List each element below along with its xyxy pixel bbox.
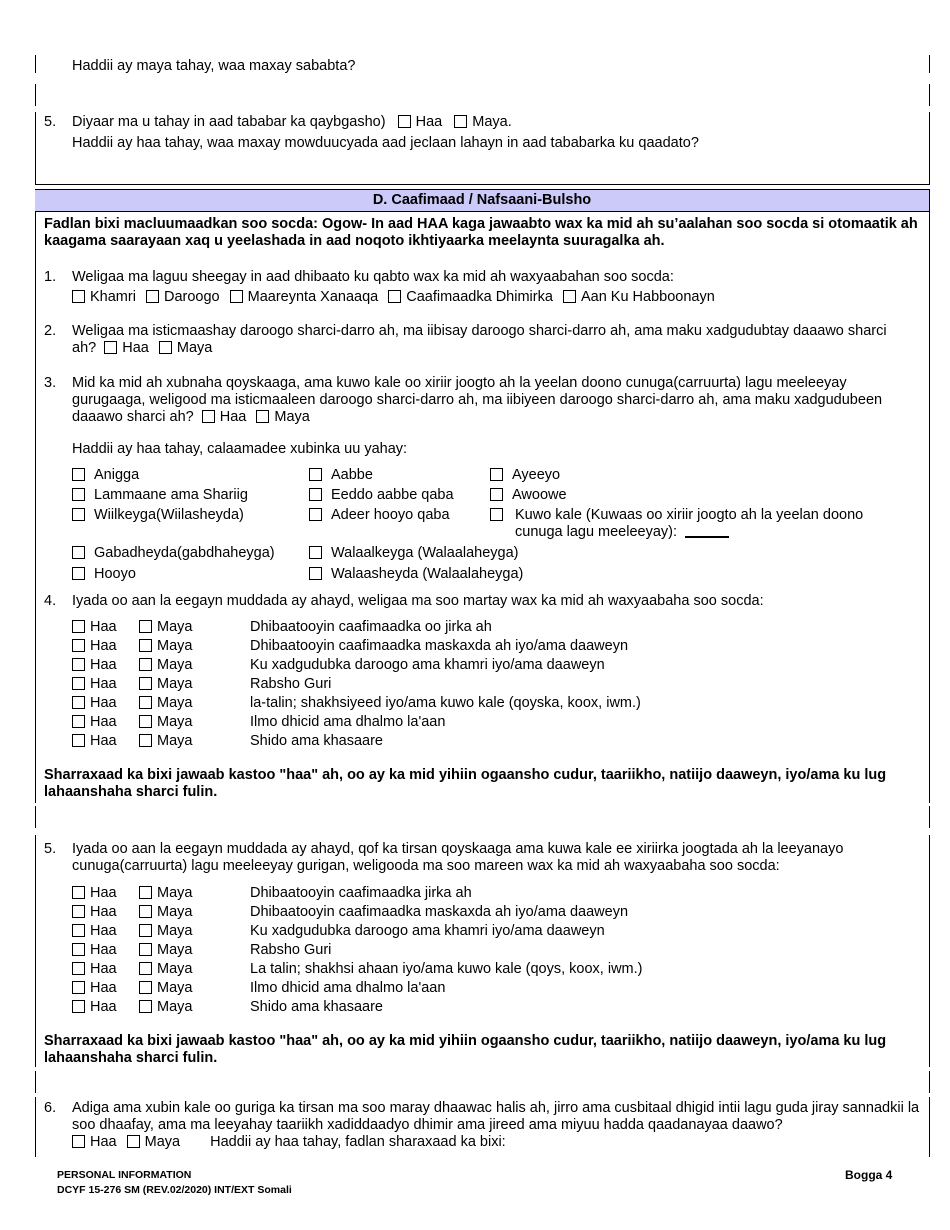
q6-answer-row (72, 1134, 506, 1153)
q4-item-label: Ku xadgudubka daroogo ama khamri iyo/ama daaweyn (250, 657, 605, 673)
maya-label: Maya (157, 999, 193, 1015)
question-number: 1. (44, 269, 57, 285)
q4-text: Iyada oo aan la eegayn muddada ay ahayd, weligaa ma soo martay wax ka mid ah waxyaabaha soo socda: (72, 593, 764, 609)
q2-text: Weligaa ma isticmaashay daroogo sharci-darro ah, ma iibisay daroogo sharci-darro ah, ama maku xadgudubtay daaawo sharci ah? (72, 323, 887, 356)
maya-label: Maya (157, 714, 193, 730)
maya-label: Maya (472, 114, 508, 130)
question-number: 6. (44, 1100, 57, 1116)
q4-row (72, 638, 628, 657)
q2-maya-checkbox[interactable] (159, 341, 172, 354)
q5-item-label: Ilmo dhicid ama dhalmo la'aan (250, 980, 446, 996)
q5-haa-checkbox[interactable] (72, 1000, 85, 1013)
q4-row (72, 733, 383, 752)
member-lammaane[interactable]: Lammaane ama Shariig (72, 487, 248, 503)
q5-row (72, 923, 605, 942)
maya-label: Maya (157, 904, 193, 920)
question-number: 5. (44, 114, 57, 130)
q4-haa-checkbox[interactable] (72, 658, 85, 671)
member-walaasheyda[interactable]: Walaasheyda (Walaalaheyga) (309, 566, 523, 582)
haa-label: Haa (90, 676, 117, 692)
member-adeer[interactable]: Adeer hooyo qaba (309, 507, 450, 523)
q5-text: Iyada oo aan la eegayn muddada ay ahayd, qof ka tirsan qoyskaaga ama kuwa kale ee xiriirka joogtada ah la leeyanayo cunuga(carruurta) lagu meeleeyay gurigan, weligooda ma soo mareen wax ka mid ah waxyaabaha soo socda: (72, 841, 844, 874)
maya-label: Maya (157, 657, 193, 673)
habboonayn-checkbox[interactable] (563, 290, 576, 303)
maya-label: Maya (157, 980, 193, 996)
maya-label: Maya (176, 340, 213, 356)
maya-label: Maya (157, 961, 193, 977)
q5-row (72, 999, 383, 1018)
q5-maya-checkbox[interactable] (139, 924, 152, 937)
q5-maya-checkbox[interactable] (139, 981, 152, 994)
member-gabadheyda[interactable]: Gabadheyda(gabdhaheyga) (72, 545, 275, 561)
question-number: 4. (44, 593, 57, 609)
haa-label: Haa (90, 638, 117, 654)
training-maya-checkbox[interactable] (454, 115, 467, 128)
haa-label: Haa (90, 714, 117, 730)
khamri-label: Khamri (90, 289, 136, 305)
q4-item-label: Shido ama khasaare (250, 733, 383, 749)
xanaaq-label: Maareynta Xanaaqa (247, 289, 379, 305)
q4-item-label: Ilmo dhicid ama dhalmo la'aan (250, 714, 446, 730)
daroogo-label: Daroogo (163, 289, 220, 305)
q5-haa-checkbox[interactable] (72, 943, 85, 956)
q5-haa-checkbox[interactable] (72, 905, 85, 918)
q5-haa-checkbox[interactable] (72, 962, 85, 975)
q5-item-label: La talin; shakhsi ahaan iyo/ama kuwo kale (qoys, koox, iwm.) (250, 961, 643, 977)
haa-label: Haa (90, 904, 117, 920)
q1-options (72, 289, 721, 308)
q4-row (72, 657, 605, 676)
q4-maya-checkbox[interactable] (139, 677, 152, 690)
member-walaalkeyga[interactable]: Walaalkeyga (Walaalaheyga) (309, 545, 519, 561)
habboonayn-label: Aan Ku Habboonayn (580, 289, 715, 305)
maya-label: Maya (144, 1134, 181, 1150)
q3-question (72, 375, 912, 426)
q4-haa-checkbox[interactable] (72, 620, 85, 633)
q4-haa-checkbox[interactable] (72, 639, 85, 652)
maya-label: Maya (157, 676, 193, 692)
q6-maya-checkbox[interactable] (127, 1135, 140, 1148)
member-eeddo[interactable]: Eeddo aabbe qaba (309, 487, 454, 503)
member-kuwo-kale-label: Kuwo kale (Kuwaas oo xiriir joogto ah la yeelan doono cunuga lagu meeleeyay): (515, 507, 864, 540)
q5-row (72, 980, 445, 999)
q3-maya-checkbox[interactable] (256, 410, 269, 423)
member-hooyo[interactable]: Hooyo (72, 566, 136, 582)
q6-haa-checkbox[interactable] (72, 1135, 85, 1148)
q4-row (72, 695, 641, 714)
training-followup: Haddii ay haa tahay, waa maxay mowduucyada aad jeclaan lahayn in aad tababarka ku qaadato? (72, 135, 699, 151)
haa-label: Haa (90, 885, 117, 901)
q4-explain: Sharraxaad ka bixi jawaab kastoo "haa" ah, oo ay ka mid yihiin ogaansho cudur, taariikho, natiijo daaweyn, iyo/ama ku lug lahaanshaha sharci fulin. (44, 767, 887, 800)
q2-question (72, 323, 912, 357)
member-kuwo-kale[interactable] (490, 507, 508, 523)
q4-haa-checkbox[interactable] (72, 696, 85, 709)
xanaaq-checkbox[interactable] (230, 290, 243, 303)
q5-haa-checkbox[interactable] (72, 886, 85, 899)
footer-title: PERSONAL INFORMATION (57, 1169, 192, 1181)
member-aabbe[interactable]: Aabbe (309, 467, 373, 483)
q2-haa-checkbox[interactable] (104, 341, 117, 354)
haa-label: Haa (90, 923, 117, 939)
haa-label: Haa (90, 695, 117, 711)
haa-label: Haa (90, 619, 117, 635)
khamri-checkbox[interactable] (72, 290, 85, 303)
q5-haa-checkbox[interactable] (72, 924, 85, 937)
member-wiilkeyga[interactable]: Wiilkeyga(Wiilasheyda) (72, 507, 244, 523)
q4-row (72, 676, 331, 695)
q5-explain: Sharraxaad ka bixi jawaab kastoo "haa" ah, oo ay ka mid yihiin ogaansho cudur, taariikho, natiijo daaweyn, iyo/ama ku lug lahaanshaha sharci fulin. (44, 1033, 887, 1066)
q4-haa-checkbox[interactable] (72, 734, 85, 747)
section-intro: Fadlan bixi macluumaadkan soo socda: Ogow- In aad HAA kaga jawaabto wax ka mid ah su’aalahan soo socda si otomaatik ah kaagama saarayaan xaq u yeelashada in aad noqoto ikhtiyaarka meelaynta suuragalka ah. (44, 216, 918, 249)
haa-label: Haa (122, 340, 149, 356)
haa-label: Haa (90, 980, 117, 996)
q5-haa-checkbox[interactable] (72, 981, 85, 994)
training-haa-checkbox[interactable] (398, 115, 411, 128)
q5-maya-checkbox[interactable] (139, 1000, 152, 1013)
q5-maya-checkbox[interactable] (139, 962, 152, 975)
maya-label: Maya (157, 942, 193, 958)
question-number: 2. (44, 323, 57, 339)
question-number: 3. (44, 375, 57, 391)
q6-followup: Haddii ay haa tahay, fadlan sharaxaad ka bixi: (210, 1134, 506, 1150)
q4-item-label: la-talin; shakhsiyeed iyo/ama kuwo kale (qoyska, koox, iwm.) (250, 695, 641, 711)
haa-label: Haa (219, 409, 247, 425)
q4-maya-checkbox[interactable] (139, 734, 152, 747)
kuwo-kale-input[interactable] (685, 536, 729, 538)
q5-row (72, 904, 628, 923)
haa-label: Haa (90, 999, 117, 1015)
q4-row (72, 619, 492, 638)
q5-item-label: Dhibaatooyin caafimaadka maskaxda ah iyo/ama daaweyn (250, 904, 629, 920)
maya-label: Maya (157, 885, 193, 901)
q4-row (72, 714, 445, 733)
haa-label: Haa (90, 961, 117, 977)
q5-item-label: Dhibaatooyin caafimaadka jirka ah (250, 885, 472, 901)
maya-label: Maya (274, 409, 310, 425)
q3-text: Mid ka mid ah xubnaha qoyskaaga, ama kuwo kale oo xiriir joogto ah la yeelan doono cunuga(carruurta) lagu meeleeyay gurugaaga, weligood ma isticmaaleen daroogo sharci-darro ah, ma iibiyeen daroogo sharci-darro ah, ama maku xadgudubeen daaawo sharci ah? (72, 375, 883, 425)
haa-label: Haa (90, 1134, 117, 1150)
q5-maya-checkbox[interactable] (139, 905, 152, 918)
q4-maya-checkbox[interactable] (139, 620, 152, 633)
haa-label: Haa (415, 114, 443, 130)
followup-maya-text: Haddii ay maya tahay, waa maxay sababta? (72, 58, 356, 74)
member-anigga[interactable]: Anigga (72, 467, 139, 483)
q4-item-label: Rabsho Guri (250, 676, 332, 692)
q4-maya-checkbox[interactable] (139, 639, 152, 652)
q4-item-label: Dhibaatooyin caafimaadka maskaxda ah iyo/ama daaweyn (250, 638, 629, 654)
q4-item-label: Dhibaatooyin caafimaadka oo jirka ah (250, 619, 492, 635)
q5-maya-checkbox[interactable] (139, 943, 152, 956)
training-question: Diyaar ma u tahay in aad tababar ka qaybgasho) Haa Maya. (72, 114, 512, 130)
dhimir-label: Caafimaadka Dhimirka (406, 289, 553, 305)
q4-haa-checkbox[interactable] (72, 677, 85, 690)
footer-form-id: DCYF 15-276 SM (REV.02/2020) INT/EXT Somali (57, 1184, 292, 1196)
maya-label: Maya (157, 733, 193, 749)
maya-label: Maya (157, 638, 193, 654)
q4-maya-checkbox[interactable] (139, 658, 152, 671)
q5-item-label: Rabsho Guri (250, 942, 332, 958)
q5-item-label: Ku xadgudubka daroogo ama khamri iyo/ama daaweyn (250, 923, 605, 939)
section-d-header: D. Caafimaad / Nafsaani-Bulsho (35, 189, 929, 212)
q6-text: Adiga ama xubin kale oo guriga ka tirsan ma soo maray dhaawac halis ah, jirro ama cusbitaal dhigid intii lagu guda jiray sannadkii la soo dhaafay, ama ma leeyahay taariikh xadiddaadyo dhimir ama jireed ama miyuu hadda qaadanayaa daawo? (72, 1100, 920, 1133)
member-ayeeyo[interactable]: Ayeeyo (490, 467, 560, 483)
q5-row (72, 961, 643, 980)
maya-label: Maya (157, 695, 193, 711)
dhimir-checkbox[interactable] (388, 290, 401, 303)
q5-item-label: Shido ama khasaare (250, 999, 383, 1015)
q5-maya-checkbox[interactable] (139, 886, 152, 899)
member-awoowe[interactable]: Awoowe (490, 487, 567, 503)
q5-row (72, 885, 472, 904)
maya-label: Maya (157, 619, 193, 635)
haa-label: Haa (90, 657, 117, 673)
haa-label: Haa (90, 733, 117, 749)
daroogo-checkbox[interactable] (146, 290, 159, 303)
q4-maya-checkbox[interactable] (139, 696, 152, 709)
haa-label: Haa (90, 942, 117, 958)
q1-text: Weligaa ma laguu sheegay in aad dhibaato ku qabto wax ka mid ah waxyaabahan soo socda: (72, 269, 674, 285)
q5-row (72, 942, 331, 961)
q3-haa-checkbox[interactable] (202, 410, 215, 423)
q3-followup: Haddii ay haa tahay, calaamadee xubinka uu yahay: (72, 441, 408, 457)
q4-maya-checkbox[interactable] (139, 715, 152, 728)
question-number: 5. (44, 841, 57, 857)
page-number: Bogga 4 (845, 1168, 893, 1182)
maya-label: Maya (157, 923, 193, 939)
training-question-text: Diyaar ma u tahay in aad tababar ka qaybgasho) (72, 114, 386, 130)
q4-haa-checkbox[interactable] (72, 715, 85, 728)
